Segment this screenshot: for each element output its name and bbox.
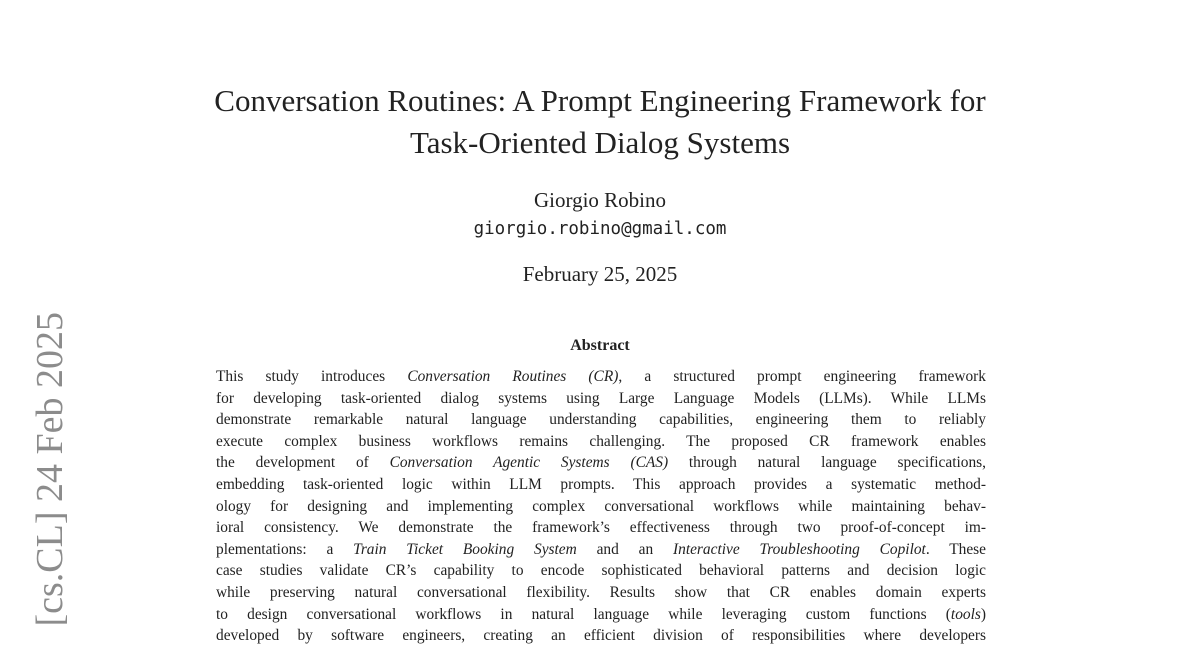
abstract-heading: Abstract <box>570 337 630 354</box>
abstract-text-segment: the development of <box>216 454 390 472</box>
paper-title-line-2: Task-Oriented Dialog Systems <box>409 125 791 160</box>
author-name: Giorgio Robino <box>533 188 667 212</box>
author-email: giorgio.robino@gmail.com <box>473 219 727 239</box>
paper-title <box>100 80 1100 164</box>
arxiv-identifier-stamp <box>10 312 90 648</box>
paper-date: February 25, 2025 <box>522 262 678 286</box>
abstract-line <box>216 366 986 388</box>
abstract-text-segment: ) <box>980 605 986 623</box>
arxiv-identifier-text: [cs.CL] 24 Feb 2025 <box>29 312 71 627</box>
abstract-text-segment: execute complex business workflows remains challenging. The proposed CR framework enables <box>216 432 986 450</box>
abstract-line <box>216 388 986 410</box>
abstract-line <box>216 431 986 453</box>
paper-title-line-1: Conversation Routines: A Prompt Engineering Framework for <box>214 83 986 118</box>
abstract-line <box>216 496 986 518</box>
abstract-text-segment: embedding task-oriented logic within LLM prompts. This approach provides a systematic method- <box>216 475 986 493</box>
abstract-line <box>216 474 986 496</box>
abstract-line <box>216 604 986 626</box>
abstract-text-segment: case studies validate CR’s capability to encode sophisticated behavioral patterns and decision logic <box>216 562 986 580</box>
abstract-line <box>216 539 986 561</box>
abstract-line <box>216 625 986 647</box>
abstract-text-segment: and an <box>576 540 673 558</box>
abstract-italic-term: Interactive Troubleshooting Copilot <box>673 540 926 558</box>
abstract-line <box>216 409 986 431</box>
abstract-italic-term: Conversation Routines (CR) <box>407 368 619 385</box>
abstract-text-segment: ology for designing and implementing complex conversational workflows while maintaining behav- <box>216 497 986 515</box>
abstract-text-segment: This study introduces <box>216 368 408 385</box>
abstract-italic-term: Train Ticket Booking System <box>353 540 577 558</box>
abstract-text-segment: through natural language specifications, <box>668 454 986 472</box>
abstract-text-segment: ioral consistency. We demonstrate the framework’s effectiveness through two proof-of-concept im- <box>216 519 986 537</box>
abstract-line <box>216 452 986 474</box>
abstract-italic-term: Conversation Agentic Systems (CAS) <box>389 454 669 472</box>
abstract-line <box>216 560 986 582</box>
abstract-text-segment: developed by software engineers, creating an efficient division of responsibilities where developers <box>216 627 986 645</box>
abstract-text-segment: to design conversational workflows in natural language while leveraging custom functions ( <box>216 605 951 623</box>
abstract-line <box>216 517 986 539</box>
abstract-text-segment: plementations: a <box>216 540 354 558</box>
abstract-text-segment: for developing task-oriented dialog systems using Large Language Models (LLMs). While LLMs <box>216 389 986 407</box>
abstract-italic-term: tools <box>950 605 981 623</box>
abstract-text-segment: while preserving natural conversational flexibility. Results show that CR enables domain experts <box>216 583 986 601</box>
abstract-text-segment: . These <box>925 540 986 558</box>
abstract-text-segment: , a structured prompt engineering framework <box>618 368 986 385</box>
abstract-text-segment: demonstrate remarkable natural language understanding capabilities, engineering them to reliably <box>216 411 986 429</box>
abstract-body <box>216 366 986 647</box>
abstract-line <box>216 582 986 604</box>
